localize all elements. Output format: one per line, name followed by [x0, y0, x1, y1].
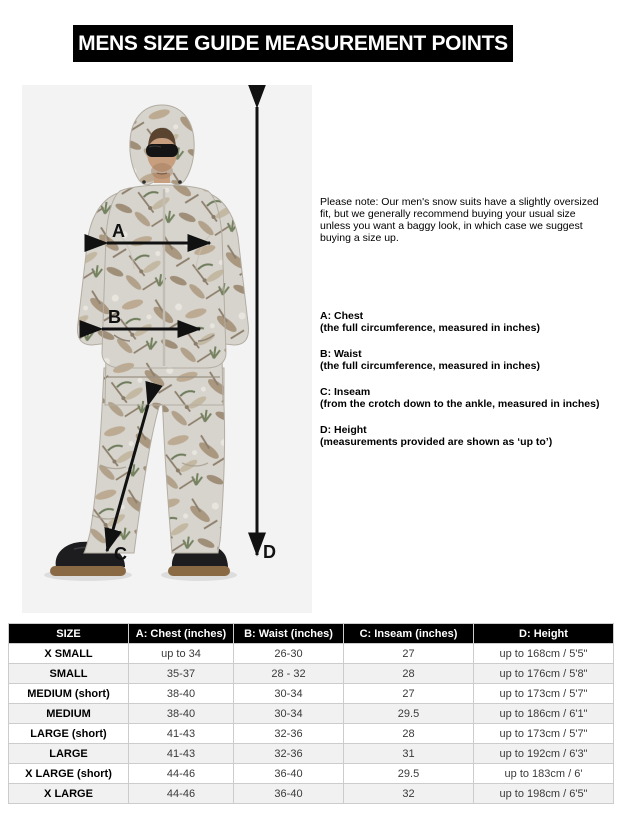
- note-line: unless you want a baggy look, in which case we suggest: [320, 220, 583, 232]
- table-row: [9, 784, 614, 804]
- cell-waist: 28 - 32: [234, 664, 344, 684]
- col-header-waist: B: Waist (inches): [234, 624, 344, 644]
- table-row: [9, 724, 614, 744]
- measurement-point-inseam: [320, 386, 612, 410]
- label-d: D: [263, 542, 276, 562]
- cell-inseam: 28: [344, 664, 474, 684]
- cell-size: X LARGE (short): [9, 764, 129, 784]
- page-title: MENS SIZE GUIDE MEASUREMENT POINTS: [78, 31, 508, 55]
- cell-size: SMALL: [9, 664, 129, 684]
- cell-chest: 38-40: [129, 704, 234, 724]
- cell-waist: 36-40: [234, 784, 344, 804]
- cell-size: MEDIUM (short): [9, 684, 129, 704]
- cell-chest: 41-43: [129, 724, 234, 744]
- note-text: [320, 196, 612, 244]
- point-label: B: Waist: [320, 348, 362, 360]
- cell-waist: 26-30: [234, 644, 344, 664]
- point-desc: (measurements provided are shown as ‘up to’): [320, 436, 553, 448]
- label-c: C: [114, 544, 127, 564]
- measurement-points-list: [320, 310, 612, 448]
- cell-height: up to 186cm / 6'1": [474, 704, 614, 724]
- measurement-photo: [22, 85, 312, 613]
- cell-waist: 32-36: [234, 724, 344, 744]
- cell-inseam: 29.5: [344, 764, 474, 784]
- measurement-point-chest: [320, 310, 612, 334]
- cell-height: up to 173cm / 5'7": [474, 724, 614, 744]
- cell-waist: 32-36: [234, 744, 344, 764]
- cell-height: up to 168cm / 5'5": [474, 644, 614, 664]
- table-row: [9, 644, 614, 664]
- cell-size: MEDIUM: [9, 704, 129, 724]
- man-measurement-figure: [22, 85, 312, 613]
- measurement-point-waist: [320, 348, 612, 372]
- point-label: A: Chest: [320, 310, 364, 322]
- label-a: A: [112, 221, 125, 241]
- point-desc: (the full circumference, measured in inches): [320, 322, 540, 334]
- cell-inseam: 28: [344, 724, 474, 744]
- cell-height: up to 173cm / 5'7": [474, 684, 614, 704]
- cell-waist: 30-34: [234, 704, 344, 724]
- cell-waist: 36-40: [234, 764, 344, 784]
- point-desc: (the full circumference, measured in inches): [320, 360, 540, 372]
- cell-inseam: 29.5: [344, 704, 474, 724]
- measurement-point-height: [320, 424, 612, 448]
- size-table: [8, 623, 614, 804]
- point-label: C: Inseam: [320, 386, 371, 398]
- goggles: [146, 144, 178, 157]
- point-desc: (from the crotch down to the ankle, measured in inches): [320, 398, 600, 410]
- cell-height: up to 183cm / 6': [474, 764, 614, 784]
- cell-size: X SMALL: [9, 644, 129, 664]
- cell-inseam: 32: [344, 784, 474, 804]
- size-table-header: [9, 624, 614, 644]
- cell-inseam: 31: [344, 744, 474, 764]
- cell-inseam: 27: [344, 684, 474, 704]
- col-header-size: SIZE: [9, 624, 129, 644]
- cell-inseam: 27: [344, 644, 474, 664]
- stubble: [151, 163, 173, 179]
- table-header-row: [9, 624, 614, 644]
- info-column: [320, 196, 612, 462]
- cell-chest: 38-40: [129, 684, 234, 704]
- col-header-height: D: Height: [474, 624, 614, 644]
- point-label: D: Height: [320, 424, 367, 436]
- note-line: fit, but we generally recommend buying your usual size: [320, 208, 576, 220]
- table-row: [9, 664, 614, 684]
- note-line: buying a size up.: [320, 232, 399, 244]
- note-line: Please note: Our men's snow suits have a slightly oversized: [320, 196, 599, 208]
- label-b: B: [108, 307, 121, 327]
- cell-chest: 35-37: [129, 664, 234, 684]
- col-header-chest: A: Chest (inches): [129, 624, 234, 644]
- cell-height: up to 198cm / 6'5": [474, 784, 614, 804]
- cell-chest: 44-46: [129, 764, 234, 784]
- cell-size: LARGE: [9, 744, 129, 764]
- table-row: [9, 764, 614, 784]
- cell-size: LARGE (short): [9, 724, 129, 744]
- cell-height: up to 176cm / 5'8": [474, 664, 614, 684]
- table-row: [9, 704, 614, 724]
- table-row: [9, 684, 614, 704]
- camo-jacket: [102, 185, 226, 368]
- cell-waist: 30-34: [234, 684, 344, 704]
- cell-chest: 44-46: [129, 784, 234, 804]
- page-title-banner: [73, 25, 513, 62]
- cell-height: up to 192cm / 6'3": [474, 744, 614, 764]
- cell-chest: up to 34: [129, 644, 234, 664]
- cell-chest: 41-43: [129, 744, 234, 764]
- col-header-inseam: C: Inseam (inches): [344, 624, 474, 644]
- table-row: [9, 744, 614, 764]
- cell-size: X LARGE: [9, 784, 129, 804]
